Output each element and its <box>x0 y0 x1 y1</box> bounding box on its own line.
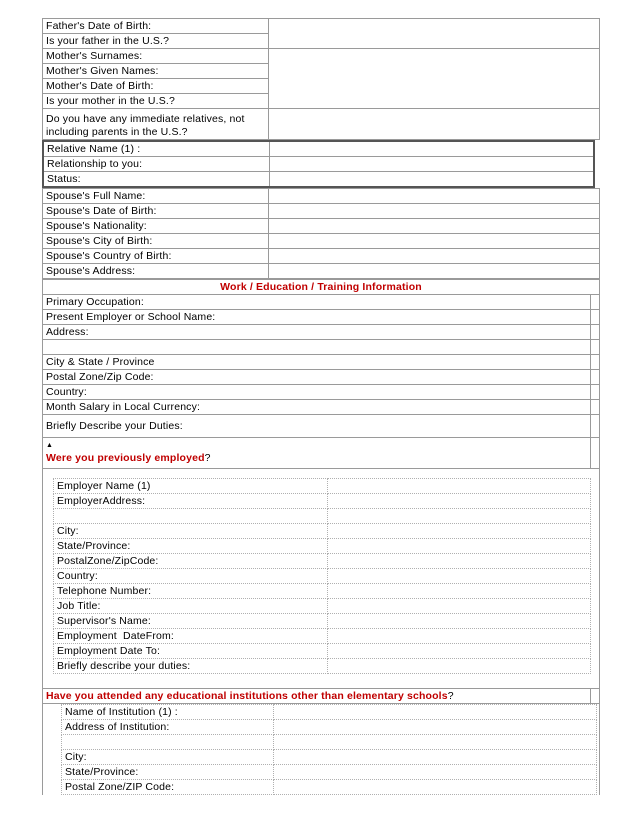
cell-edge <box>591 310 600 325</box>
table-row <box>43 325 600 340</box>
table-row <box>43 310 600 325</box>
table-row <box>43 204 600 219</box>
field-label: Spouse's City of Birth: <box>43 234 269 249</box>
field-label: Employer Name (1) <box>54 479 328 494</box>
table-row <box>54 494 591 509</box>
table-row <box>62 765 597 780</box>
table-row <box>62 705 597 720</box>
field-label[interactable]: Country: <box>43 385 591 400</box>
blank-field <box>62 735 274 750</box>
prev-employer-table <box>53 478 591 674</box>
field-value[interactable] <box>269 219 600 234</box>
question-mark: ? <box>447 690 454 702</box>
field-value[interactable] <box>328 569 591 584</box>
table-row <box>54 614 591 629</box>
table-row <box>54 509 591 524</box>
cell-edge <box>591 385 600 400</box>
question-text: Have you attended any educational institutions other than elementary schools <box>46 690 448 702</box>
table-row <box>43 280 600 295</box>
cell-edge <box>591 325 600 340</box>
table-row <box>54 479 591 494</box>
blank-field[interactable] <box>43 340 591 355</box>
field-label: Spouse's Country of Birth: <box>43 249 269 264</box>
field-label[interactable]: Present Employer or School Name: <box>43 310 591 325</box>
cell-edge <box>591 689 600 704</box>
relatives-question: Do you have any immediate relatives, not including parents in the U.S.? <box>43 109 269 140</box>
field-label: State/Province: <box>54 539 328 554</box>
field-value[interactable] <box>269 249 600 264</box>
field-value[interactable] <box>269 49 600 109</box>
field-label: Spouse's Date of Birth: <box>43 204 269 219</box>
field-value[interactable] <box>269 141 594 157</box>
field-label: Spouse's Full Name: <box>43 189 269 204</box>
table-row <box>54 524 591 539</box>
field-value[interactable] <box>328 584 591 599</box>
blank-field <box>54 509 328 524</box>
table-row <box>54 659 591 674</box>
field-label: City: <box>62 750 274 765</box>
spacer <box>43 469 599 478</box>
table-row <box>43 141 594 157</box>
table-row <box>43 689 600 704</box>
work-table <box>42 279 600 469</box>
table-row <box>54 629 591 644</box>
field-value[interactable] <box>269 157 594 172</box>
field-value[interactable] <box>269 204 600 219</box>
table-row <box>43 189 600 204</box>
table-row <box>54 539 591 554</box>
table-row <box>43 109 600 140</box>
field-value[interactable] <box>274 750 597 765</box>
field-label[interactable]: Address: <box>43 325 591 340</box>
field-value[interactable] <box>328 629 591 644</box>
field-label: Employment Date To: <box>54 644 328 659</box>
field-label: PostalZone/ZipCode: <box>54 554 328 569</box>
table-row <box>62 720 597 735</box>
field-value[interactable] <box>269 264 600 279</box>
prev-employer-block <box>42 469 600 688</box>
field-label: Is your father in the U.S.? <box>43 34 269 49</box>
field-label[interactable]: Month Salary in Local Currency: <box>43 400 591 415</box>
table-row <box>54 599 591 614</box>
question-text: Were you previously employed <box>46 452 205 464</box>
question-mark: ? <box>204 452 211 464</box>
field-label: Spouse's Nationality: <box>43 219 269 234</box>
field-label: Telephone Number: <box>54 584 328 599</box>
cell-edge <box>591 415 600 438</box>
field-value[interactable] <box>269 19 600 49</box>
education-block <box>42 704 600 795</box>
application-form <box>42 18 600 795</box>
table-row <box>43 172 594 188</box>
field-label[interactable]: Primary Occupation: <box>43 295 591 310</box>
field-label: City: <box>54 524 328 539</box>
field-label: Mother's Given Names: <box>43 64 269 79</box>
field-label: Relative Name (1) : <box>43 141 269 157</box>
education-table <box>42 688 600 704</box>
table-row <box>43 19 600 34</box>
table-row <box>54 569 591 584</box>
table-row <box>43 385 600 400</box>
cell-edge <box>591 355 600 370</box>
field-label: State/Province: <box>62 765 274 780</box>
spacer <box>43 674 599 688</box>
table-row <box>43 234 600 249</box>
field-label: Relationship to you: <box>43 157 269 172</box>
table-row <box>43 49 600 64</box>
section-title: Work / Education / Training Information <box>43 280 600 295</box>
field-label: Employment DateFrom: <box>54 629 328 644</box>
education-question <box>43 689 591 704</box>
table-row <box>43 400 600 415</box>
field-value[interactable] <box>274 705 597 720</box>
field-label: Name of Institution (1) : <box>62 705 274 720</box>
table-row <box>62 780 597 795</box>
field-label: Mother's Date of Birth: <box>43 79 269 94</box>
field-label: Spouse's Address: <box>43 264 269 279</box>
field-value[interactable] <box>269 234 600 249</box>
field-value[interactable] <box>328 599 591 614</box>
table-row <box>43 264 600 279</box>
field-label: Address of Institution: <box>62 720 274 735</box>
field-label[interactable]: Postal Zone/Zip Code: <box>43 370 591 385</box>
table-row <box>43 219 600 234</box>
cell-edge <box>591 400 600 415</box>
table-row <box>43 438 600 469</box>
field-value[interactable] <box>328 524 591 539</box>
field-value[interactable] <box>328 479 591 494</box>
field-value[interactable] <box>328 509 591 524</box>
field-value[interactable] <box>328 614 591 629</box>
field-value[interactable] <box>274 765 597 780</box>
field-label: Mother's Surnames: <box>43 49 269 64</box>
field-value[interactable] <box>274 720 597 735</box>
cell-edge <box>591 370 600 385</box>
table-row <box>43 295 600 310</box>
cell-edge <box>591 340 600 355</box>
cell-edge <box>591 295 600 310</box>
field-label: EmployerAddress: <box>54 494 328 509</box>
prev-employed-question <box>46 452 211 464</box>
field-label: Job Title: <box>54 599 328 614</box>
relatives-answer[interactable] <box>269 109 600 140</box>
table-row <box>43 415 600 438</box>
institution-table <box>61 704 597 795</box>
field-label[interactable]: City & State / Province <box>43 355 591 370</box>
table-row <box>54 554 591 569</box>
field-value[interactable] <box>269 172 594 188</box>
field-label[interactable]: Briefly Describe your Duties: <box>43 415 591 438</box>
table-row <box>54 644 591 659</box>
relative-table <box>42 140 595 188</box>
field-value[interactable] <box>328 539 591 554</box>
spouse-table <box>42 188 600 279</box>
table-row <box>43 340 600 355</box>
triangle-marker-icon: ▲ <box>46 442 54 449</box>
field-label: Father's Date of Birth: <box>43 19 269 34</box>
table-row <box>43 157 594 172</box>
field-value[interactable] <box>269 189 600 204</box>
family-table <box>42 18 600 140</box>
field-label: Briefly describe your duties: <box>54 659 328 674</box>
table-row <box>54 584 591 599</box>
field-value[interactable] <box>328 554 591 569</box>
cell-edge <box>591 438 600 469</box>
table-row <box>43 249 600 264</box>
table-row <box>43 370 600 385</box>
field-label: Country: <box>54 569 328 584</box>
field-label: Postal Zone/ZIP Code: <box>62 780 274 795</box>
prev-employed-cell <box>43 438 591 469</box>
field-value[interactable] <box>328 659 591 674</box>
field-label: Supervisor's Name: <box>54 614 328 629</box>
field-value[interactable] <box>328 494 591 509</box>
table-row <box>43 355 600 370</box>
table-row <box>62 750 597 765</box>
field-value[interactable] <box>274 735 597 750</box>
field-label: Is your mother in the U.S.? <box>43 94 269 109</box>
field-value[interactable] <box>328 644 591 659</box>
table-row <box>62 735 597 750</box>
field-value[interactable] <box>274 780 597 795</box>
field-label: Status: <box>43 172 269 188</box>
